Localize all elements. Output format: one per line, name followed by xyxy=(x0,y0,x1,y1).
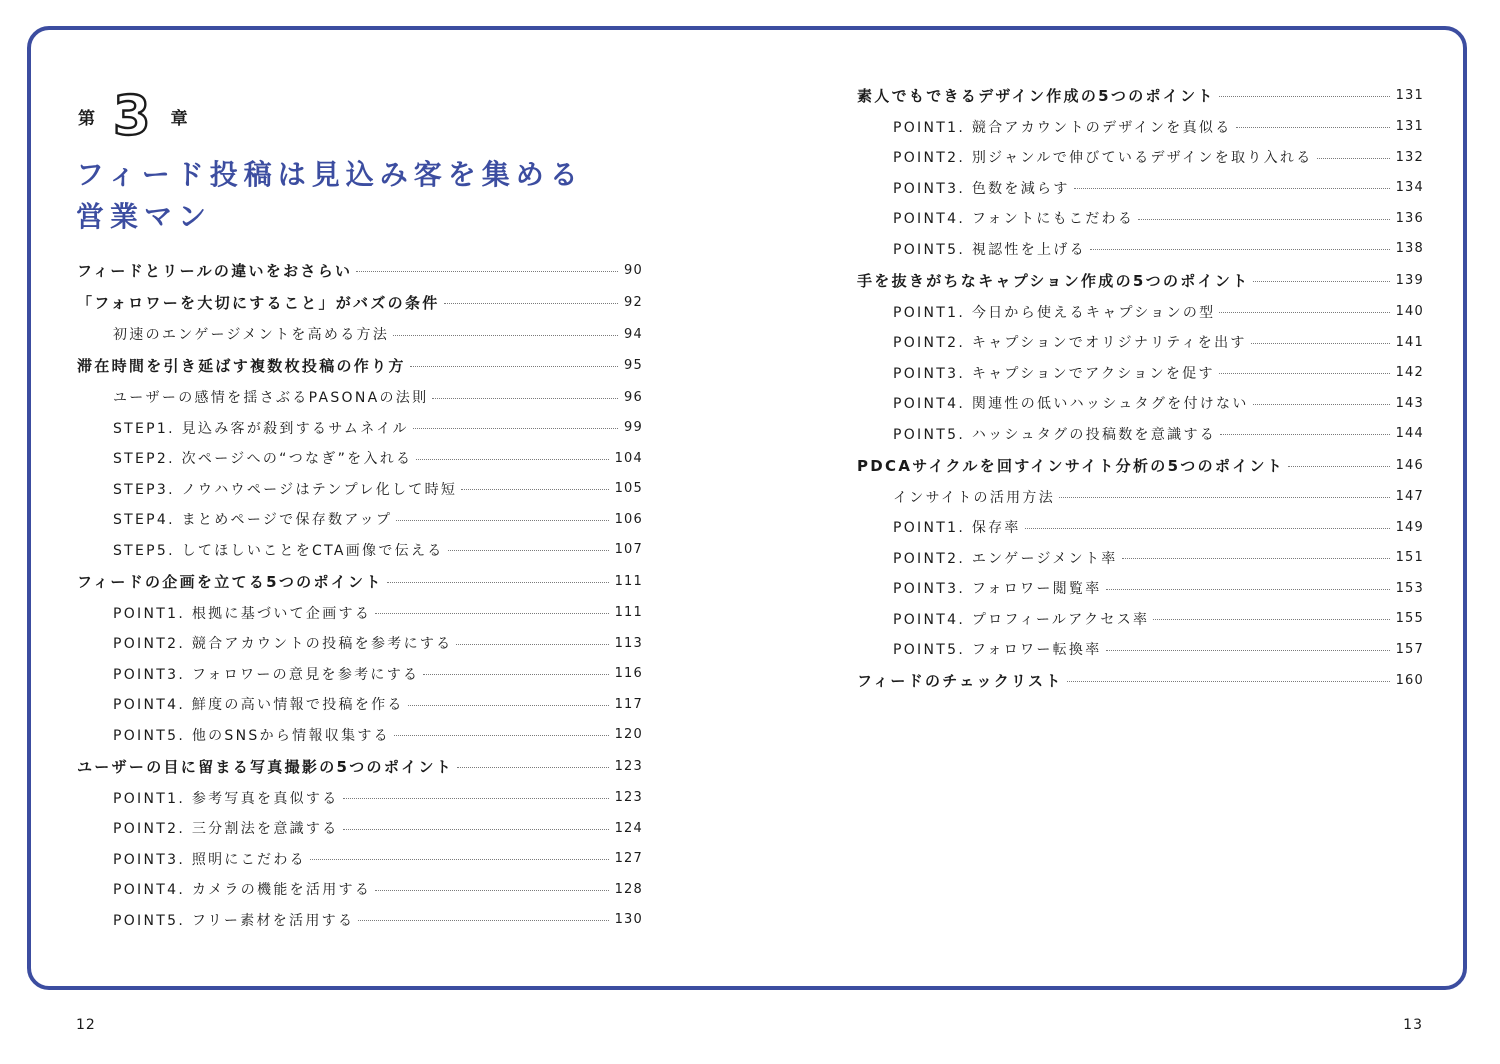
toc-leader-dots xyxy=(343,829,609,830)
toc-leader-dots xyxy=(1251,343,1390,344)
toc-entry xyxy=(77,504,643,535)
toc-entry-page: 106 xyxy=(614,511,643,527)
toc-entry xyxy=(77,474,643,505)
toc-entry-page: 140 xyxy=(1395,304,1424,320)
toc-entry-title: ユーザーの感情を揺さぶるPASONAの法則 xyxy=(113,390,429,407)
toc-leader-dots xyxy=(387,582,609,583)
toc-entry-page: 107 xyxy=(614,542,643,558)
toc-entry xyxy=(857,665,1424,698)
toc-entry-page: 120 xyxy=(614,727,643,743)
toc-entry-page: 95 xyxy=(624,358,643,374)
toc-leader-dots xyxy=(1090,249,1390,250)
toc-entry-page: 111 xyxy=(614,605,643,621)
chapter-title-line-1: フィード投稿は見込み客を集める xyxy=(76,158,584,191)
toc-entry-page: 157 xyxy=(1395,641,1424,657)
toc-entry-page: 134 xyxy=(1395,180,1424,196)
toc-entry-title: STEP3. ノウハウページはテンプレ化して時短 xyxy=(113,481,458,498)
toc-entry-page: 155 xyxy=(1395,611,1424,627)
toc-entry-title: POINT4. フォントにもこだわる xyxy=(893,211,1135,228)
toc-entry xyxy=(77,659,643,690)
toc-entry xyxy=(77,382,643,413)
toc-leader-dots xyxy=(1253,281,1389,282)
toc-entry xyxy=(857,604,1424,635)
toc-leader-dots xyxy=(448,550,609,551)
toc-entry xyxy=(857,634,1424,665)
toc-entry-page: 111 xyxy=(614,573,643,589)
toc-entry xyxy=(77,905,643,936)
toc-entry-page: 128 xyxy=(614,881,643,897)
toc-entry-title: POINT1. 根拠に基づいて企画する xyxy=(113,605,372,622)
toc-leader-dots xyxy=(358,920,608,921)
toc-entry xyxy=(857,449,1424,482)
toc-entry-title: 素人でもできるデザイン作成の5つのポイント xyxy=(857,86,1215,105)
toc-entry-title: 手を抜きがちなキャプション作成の5つのポイント xyxy=(857,271,1250,290)
toc-entry-title: 初速のエンゲージメントを高める方法 xyxy=(113,327,390,344)
toc-entry xyxy=(857,173,1424,204)
toc-entry-title: POINT1. 競合アカウントのデザインを真似る xyxy=(893,119,1232,136)
chapter-title-line-2: 営業マン xyxy=(76,200,213,233)
toc-leader-dots xyxy=(413,428,618,429)
toc-leader-dots xyxy=(423,674,608,675)
toc-entry-title: POINT1. 参考写真を真似する xyxy=(113,790,339,807)
toc-entry-title: POINT2. キャプションでオリジナリティを出す xyxy=(893,335,1247,352)
toc-entry-title: STEP5. してほしいことをCTA画像で伝える xyxy=(113,542,444,559)
page-number-left: 12 xyxy=(76,1017,96,1033)
toc-entry xyxy=(857,142,1424,173)
toc-leader-dots xyxy=(1122,558,1390,559)
toc-entry-page: 123 xyxy=(614,758,643,774)
toc-leader-dots xyxy=(1317,158,1390,159)
toc-entry-title: POINT1. 今日から使えるキャプションの型 xyxy=(893,304,1216,321)
toc-leader-dots xyxy=(396,520,608,521)
toc-leader-dots xyxy=(457,767,609,768)
toc-leader-dots xyxy=(1153,619,1389,620)
toc-entry-title: POINT3. キャプションでアクションを促す xyxy=(893,365,1215,382)
toc-entry xyxy=(857,543,1424,574)
toc-entry-title: POINT2. 競合アカウントの投稿を参考にする xyxy=(113,636,453,653)
toc-leader-dots xyxy=(1059,497,1390,498)
toc-leader-dots xyxy=(410,366,618,367)
toc-entry-page: 151 xyxy=(1395,550,1424,566)
toc-entry-page: 141 xyxy=(1395,334,1424,350)
toc-entry-page: 117 xyxy=(614,696,643,712)
toc-entry-page: 153 xyxy=(1395,580,1424,596)
toc-entry-title: STEP2. 次ページへの“つなぎ”を入れる xyxy=(113,451,413,468)
toc-entry-title: POINT3. 色数を減らす xyxy=(893,180,1070,197)
toc-entry-page: 144 xyxy=(1395,426,1424,442)
toc-entry xyxy=(77,813,643,844)
toc-entry-page: 143 xyxy=(1395,395,1424,411)
toc-entry-title: POINT3. フォロワー閲覧率 xyxy=(893,581,1102,598)
toc-entry-title: ユーザーの目に留まる写真撮影の5つのポイント xyxy=(77,757,454,776)
toc-entry-title: POINT5. フリー素材を活用する xyxy=(113,912,355,929)
toc-entry-page: 147 xyxy=(1395,489,1424,505)
toc-entry xyxy=(857,358,1424,389)
toc-entry-page: 146 xyxy=(1395,457,1424,473)
toc-entry xyxy=(77,598,643,629)
toc-leader-dots xyxy=(394,735,609,736)
toc-entry xyxy=(857,573,1424,604)
toc-left-column xyxy=(77,254,643,935)
toc-entry xyxy=(77,535,643,566)
toc-entry xyxy=(857,234,1424,265)
toc-entry xyxy=(77,287,643,320)
toc-right-column xyxy=(857,79,1424,697)
chapter-number: 3 xyxy=(113,84,151,147)
toc-entry-page: 139 xyxy=(1395,272,1424,288)
toc-entry xyxy=(77,874,643,905)
toc-entry-title: POINT4. 鮮度の高い情報で投稿を作る xyxy=(113,697,404,714)
toc-entry-page: 138 xyxy=(1395,241,1424,257)
toc-entry xyxy=(77,689,643,720)
toc-entry-page: 142 xyxy=(1395,365,1424,381)
toc-entry-title: フィードの企画を立てる5つのポイント xyxy=(77,572,383,591)
toc-leader-dots xyxy=(416,459,608,460)
toc-entry-page: 136 xyxy=(1395,210,1424,226)
toc-entry-page: 130 xyxy=(614,912,643,928)
toc-entry-title: STEP1. 見込み客が殺到するサムネイル xyxy=(113,420,409,437)
toc-entry-title: POINT5. 視認性を上げる xyxy=(893,241,1086,258)
toc-entry-title: POINT4. 関連性の低いハッシュタグを付けない xyxy=(893,396,1249,413)
toc-entry xyxy=(77,565,643,598)
toc-leader-dots xyxy=(1219,96,1390,97)
toc-entry-page: 124 xyxy=(614,820,643,836)
toc-entry xyxy=(77,413,643,444)
toc-entry xyxy=(857,388,1424,419)
toc-entry-page: 113 xyxy=(614,635,643,651)
toc-leader-dots xyxy=(1219,312,1389,313)
toc-leader-dots xyxy=(1025,528,1390,529)
toc-entry-title: POINT3. 照明にこだわる xyxy=(113,851,306,868)
toc-leader-dots xyxy=(1067,681,1390,682)
toc-entry xyxy=(77,628,643,659)
toc-leader-dots xyxy=(1220,434,1390,435)
toc-leader-dots xyxy=(343,798,609,799)
toc-entry-title: PDCAサイクルを回すインサイト分析の5つのポイント xyxy=(857,456,1285,475)
toc-leader-dots xyxy=(408,705,609,706)
toc-entry-title: POINT5. ハッシュタグの投稿数を意識する xyxy=(893,426,1217,443)
toc-entry-page: 127 xyxy=(614,851,643,867)
toc-entry-page: 104 xyxy=(614,450,643,466)
toc-entry-title: STEP4. まとめページで保存数アップ xyxy=(113,512,393,529)
toc-leader-dots xyxy=(456,644,608,645)
toc-entry-title: POINT3. フォロワーの意見を参考にする xyxy=(113,666,420,683)
toc-entry xyxy=(77,720,643,751)
toc-entry-page: 149 xyxy=(1395,519,1424,535)
toc-entry-title: フィードとリールの違いをおさらい xyxy=(77,261,353,280)
toc-leader-dots xyxy=(1106,650,1390,651)
page-number-right: 13 xyxy=(1403,1017,1423,1033)
toc-entry-title: POINT2. エンゲージメント率 xyxy=(893,550,1118,567)
toc-leader-dots xyxy=(1074,188,1390,189)
toc-entry-page: 99 xyxy=(624,420,643,436)
toc-entry xyxy=(77,750,643,783)
toc-leader-dots xyxy=(1236,127,1390,128)
toc-leader-dots xyxy=(393,335,618,336)
toc-entry xyxy=(857,419,1424,450)
toc-entry-title: POINT5. 他のSNSから情報収集する xyxy=(113,727,390,744)
toc-leader-dots xyxy=(310,859,609,860)
chapter-title xyxy=(76,154,616,238)
chapter-suffix: 章 xyxy=(170,108,190,129)
toc-entry-title: インサイトの活用方法 xyxy=(893,489,1056,506)
toc-entry-page: 90 xyxy=(624,262,643,278)
toc-entry xyxy=(77,783,643,814)
toc-entry xyxy=(77,254,643,287)
toc-leader-dots xyxy=(356,271,618,272)
toc-entry xyxy=(857,112,1424,143)
toc-entry-title: 滞在時間を引き延ばす複数枚投稿の作り方 xyxy=(77,357,406,376)
toc-leader-dots xyxy=(461,489,608,490)
toc-entry-title: POINT1. 保存率 xyxy=(893,520,1021,537)
toc-entry-page: 116 xyxy=(614,666,643,682)
toc-entry-page: 131 xyxy=(1395,119,1424,135)
toc-leader-dots xyxy=(1288,466,1389,467)
toc-entry xyxy=(77,350,643,383)
toc-entry-page: 96 xyxy=(624,389,643,405)
chapter-prefix: 第 xyxy=(78,108,97,129)
toc-entry xyxy=(857,482,1424,513)
toc-leader-dots xyxy=(375,613,608,614)
toc-entry-title: POINT2. 別ジャンルで伸びているデザインを取り入れる xyxy=(893,150,1313,167)
toc-entry xyxy=(857,264,1424,297)
toc-entry-page: 105 xyxy=(614,481,643,497)
toc-leader-dots xyxy=(432,398,618,399)
toc-entry xyxy=(857,79,1424,112)
toc-entry xyxy=(77,319,643,350)
toc-entry-title: フィードのチェックリスト xyxy=(857,672,1063,691)
toc-entry-page: 160 xyxy=(1395,673,1424,689)
toc-entry xyxy=(857,203,1424,234)
toc-entry-title: POINT5. フォロワー転換率 xyxy=(893,642,1102,659)
toc-entry xyxy=(857,512,1424,543)
toc-leader-dots xyxy=(444,303,618,304)
toc-entry-title: POINT2. 三分割法を意識する xyxy=(113,821,339,838)
toc-leader-dots xyxy=(375,890,608,891)
toc-entry-title: 「フォロワーを大切にすること」がバズの条件 xyxy=(77,294,440,313)
toc-entry-title: POINT4. カメラの機能を活用する xyxy=(113,882,372,899)
toc-entry xyxy=(77,844,643,875)
toc-entry-title: POINT4. プロフィールアクセス率 xyxy=(893,611,1150,628)
toc-entry-page: 132 xyxy=(1395,149,1424,165)
toc-entry xyxy=(77,443,643,474)
chapter-heading xyxy=(78,84,190,147)
toc-leader-dots xyxy=(1253,404,1390,405)
toc-entry-page: 131 xyxy=(1395,87,1424,103)
toc-entry-page: 123 xyxy=(614,790,643,806)
toc-entry-page: 92 xyxy=(624,295,643,311)
toc-leader-dots xyxy=(1219,373,1390,374)
toc-entry xyxy=(857,327,1424,358)
toc-leader-dots xyxy=(1106,589,1390,590)
toc-entry-page: 94 xyxy=(624,326,643,342)
toc-entry xyxy=(857,297,1424,328)
toc-leader-dots xyxy=(1138,219,1389,220)
